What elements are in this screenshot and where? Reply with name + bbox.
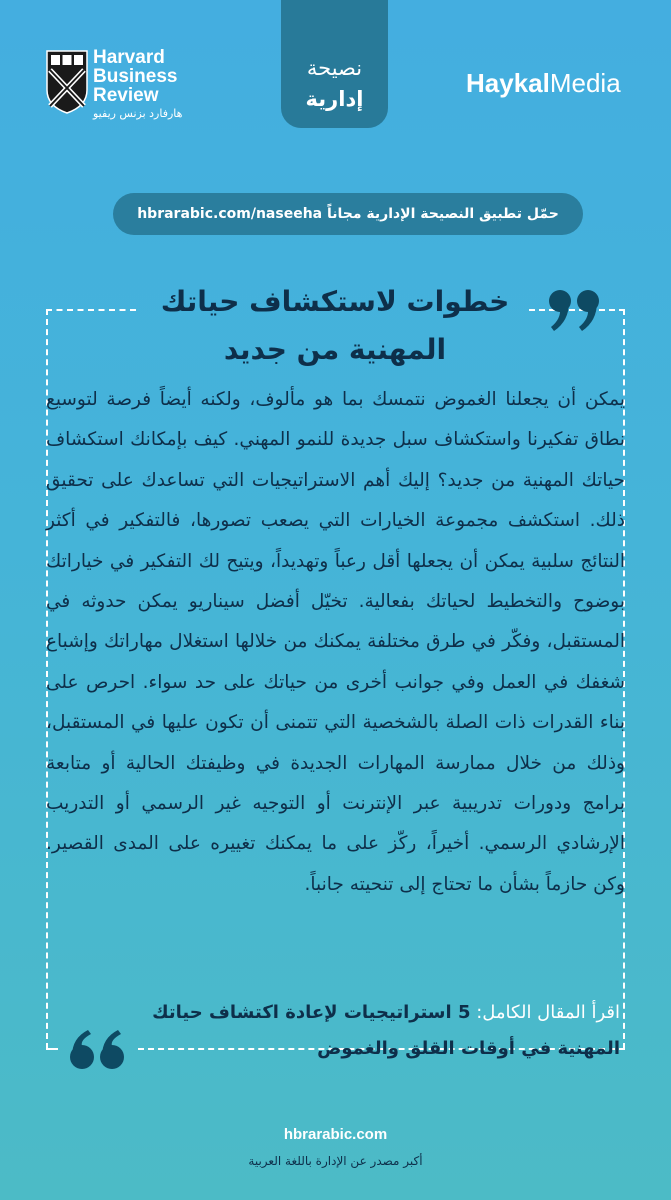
hbr-wordmark-line2: Business — [93, 66, 178, 87]
hbr-wordmark-line1: Harvard — [93, 47, 165, 68]
footer-tagline: أكبر مصدر عن الإدارة باللغة العربية — [248, 1154, 423, 1168]
app-download-url[interactable]: hbrarabic.com/naseeha — [137, 206, 323, 222]
quote-open-icon — [548, 287, 604, 331]
publisher-logo — [466, 68, 621, 99]
frame-border — [46, 1048, 58, 1050]
footer-url[interactable]: hbrarabic.com — [283, 1126, 388, 1143]
frame-border — [46, 309, 136, 311]
read-more-link[interactable] — [126, 995, 620, 1067]
article-title-line1: خطوات لاستكشاف حياتك — [160, 285, 510, 318]
quote-close-icon — [68, 1030, 126, 1070]
app-download-banner[interactable] — [113, 193, 583, 235]
app-download-text: حمّل تطبيق النصيحة الإدارية مجاناً — [326, 206, 559, 222]
article-body: يمكن أن يجعلنا الغموض نتمسك بما هو مألوف، ولكنه أيضاً فرصة لتوسيع نطاق تفكيرنا واستكشاف سبل جديدة للنمو المهني. كيف بإمكانك استكشاف حياتك المهنية من جديد؟ إليك أهم الاستراتيجيات التي تساعدك على تحقيق ذلك. استكشف مجموعة الخيارات التي يصعب تصورها، فالتفكير في أكثر النتائج سلبية يمكن أن يجعلها أقل رعباً وتهديداً، ويتيح لك التفكير في خياراتك بوضوح والتخطيط لحياتك بفعالية. تخيّل أفضل سيناريو يمكن حدوثه في المستقبل، وفكّر في طرق مختلفة يمكنك من خلالها استغلال مهاراتك وإشباع شغفك في العمل وفي جوانب أخرى من حياتك على حد سواء. احرص على بناء القدرات ذات الصلة بالشخصية التي تتمنى أن تكون عليها في المستقبل، وذلك من خلال ممارسة المهارات الجديدة في وظيفتك الحالية أو متابعة برامج ودورات تدريبية عبر الإنترنت أو التوجيه غير الرسمي أو التدريب الإرشادي الرسمي. أخيراً، ركّز على ما يمكنك تغييره على المدى القصير. وكن حازماً بشأن ما تحتاج إلى تنحيته جانباً. — [46, 389, 625, 895]
publisher-name-part2: Media — [549, 68, 621, 98]
hbr-wordmark — [93, 48, 177, 105]
category-tab-line1: نصيحة — [306, 56, 363, 80]
article-title-line2: المهنية من جديد — [223, 333, 447, 366]
read-more-title[interactable]: 5 استراتيجيات لإعادة اكتشاف حياتك المهنية في أوقات القلق والغموض — [152, 1002, 620, 1059]
hbr-logo — [46, 47, 196, 125]
hbr-shield-icon — [46, 50, 88, 114]
category-tab — [281, 0, 388, 128]
category-tab-line2: إدارية — [305, 87, 364, 111]
publisher-name-part1: Haykal — [466, 68, 550, 98]
article-title — [140, 278, 530, 374]
hbr-arabic-name: هارفارد بزنس ريفيو — [93, 107, 183, 120]
hbr-wordmark-line3: Review — [93, 85, 159, 106]
read-more-prefix: اقرأ المقال الكامل: — [470, 1002, 620, 1023]
